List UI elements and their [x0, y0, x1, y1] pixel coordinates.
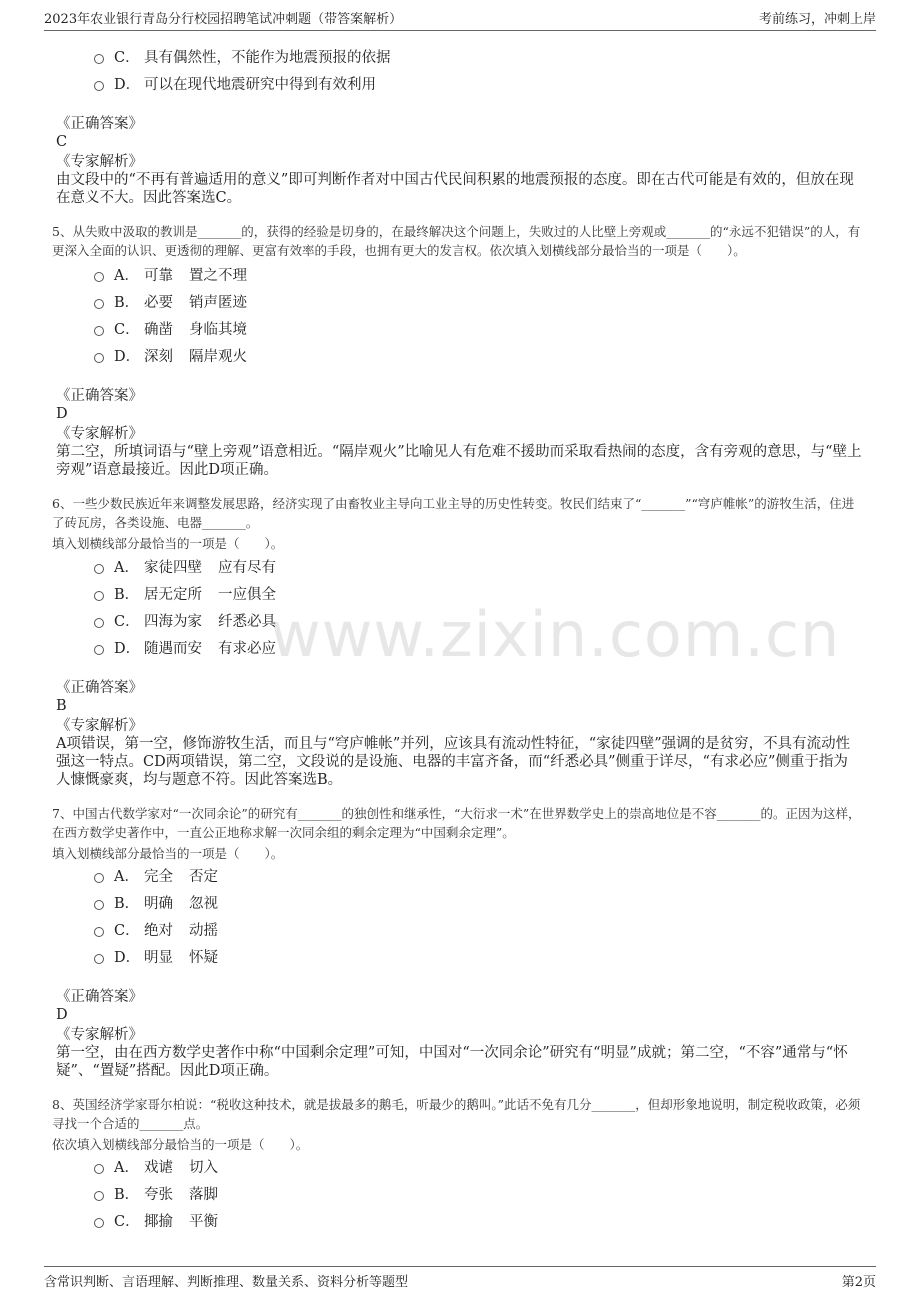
option-word-2: 应有尽有: [218, 560, 276, 576]
option-word-1: 完全: [144, 869, 173, 885]
option-letter: D．: [114, 77, 141, 93]
radio-icon[interactable]: [94, 81, 104, 91]
option-word-1: 戏谑: [144, 1160, 173, 1176]
option-letter: A．: [114, 560, 139, 576]
option-word-1: 明确: [144, 896, 173, 912]
page-footer: [44, 1266, 876, 1290]
option-word-1: 深刻: [144, 349, 173, 365]
option-q7-c[interactable]: [94, 919, 218, 940]
radio-icon[interactable]: [94, 54, 104, 64]
radio-icon[interactable]: [94, 927, 104, 937]
option-q5-d[interactable]: [94, 345, 247, 366]
option-word-1: 四海为家: [144, 614, 202, 630]
option-letter: D．: [114, 349, 141, 365]
option-word-2: 忽视: [189, 896, 218, 912]
option-word-2: 切入: [189, 1160, 218, 1176]
option-word-2: 纤悉必具: [218, 614, 276, 630]
option-word-2: 一应俱全: [218, 587, 276, 603]
radio-icon[interactable]: [94, 618, 104, 628]
radio-icon[interactable]: [94, 645, 104, 655]
radio-icon[interactable]: [94, 591, 104, 601]
option-q6-c[interactable]: [94, 610, 276, 631]
option-text: 具有偶然性，不能作为地震预报的依据: [144, 50, 391, 66]
option-word-1: 随遇而安: [144, 641, 202, 657]
question-instruction: 依次填入划横线部分最恰当的一项是（ ）。: [52, 1137, 309, 1152]
analysis-label: 《专家解析》: [56, 1027, 143, 1043]
option-q5-b[interactable]: [94, 291, 247, 312]
analysis-label: 《专家解析》: [56, 718, 143, 734]
option-q5-c[interactable]: [94, 318, 247, 339]
page-number: 第2页: [841, 1275, 876, 1290]
option-word-2: 销声匿迹: [189, 295, 247, 311]
option-word-1: 居无定所: [144, 587, 202, 603]
option-word-1: 家徒四壁: [144, 560, 202, 576]
option-word-2: 隔岸观火: [189, 349, 247, 365]
option-letter: C．: [114, 614, 140, 630]
analysis-label: 《专家解析》: [56, 426, 143, 442]
option-q5-a[interactable]: [94, 264, 247, 285]
analysis-text: A项错误，第一空，修饰游牧生活，而且与“穹庐帷帐”并列，应该具有流动性特征，“家徒四壁”强调的是贫穷，不具有流动性强这一特点。CD两项错误，第二空，文段说的是设施、电器的丰富齐备，而“纤悉必具”侧重于详尽，“有求必应”侧重于指为人慷慨豪爽，均与题意不符。因此答案选B。: [56, 736, 851, 788]
option-q7-a[interactable]: [94, 865, 218, 886]
option-q8-c[interactable]: [94, 1210, 218, 1231]
option-q6-a[interactable]: [94, 556, 276, 577]
radio-icon[interactable]: [94, 272, 104, 282]
option-text: 可以在现代地震研究中得到有效利用: [144, 77, 376, 93]
radio-icon[interactable]: [94, 353, 104, 363]
option-q6-d[interactable]: [94, 637, 276, 658]
answer-value: D: [56, 1007, 68, 1023]
answer-label: 《正确答案》: [56, 116, 143, 132]
option-letter: A．: [114, 268, 139, 284]
page-header: [44, 8, 876, 31]
option-q8-a[interactable]: [94, 1156, 218, 1177]
option-word-1: 可靠: [144, 268, 173, 284]
footer-topics: 含常识判断、言语理解、判断推理、数量关系、资料分析等题型: [44, 1275, 409, 1290]
option-q8-b[interactable]: [94, 1183, 218, 1204]
option-word-2: 有求必应: [218, 641, 276, 657]
option-word-1: 必要: [144, 295, 173, 311]
analysis-text: 由文段中的“不再有普遍适用的意义”即可判断作者对中国古代民间积累的地震预报的态度。即在古代可能是有效的，但放在现在意义不大。因此答案选C。: [56, 172, 854, 206]
answer-value: C: [56, 134, 68, 150]
option-word-2: 动摇: [189, 923, 218, 939]
option-word-2: 置之不理: [189, 268, 247, 284]
question-stem: 8、英国经济学家哥尔柏说：“税收这种技术，就是拔最多的鹅毛，听最少的鹅叫。”此话不免有几分_______，但却形象地说明，制定税收政策，必须寻找一个合适的_______点。: [52, 1097, 861, 1131]
option-word-1: 揶揄: [144, 1214, 173, 1230]
question-instruction: 填入划横线部分最恰当的一项是（ ）。: [52, 536, 284, 551]
option-letter: B．: [114, 295, 140, 311]
question-stem: 7、中国古代数学家对“一次同余论”的研究有_______的独创性和继承性，“大衍求一术”在世界数学史上的崇高地位是不容_______的。正因为这样，在西方数学史著作中，一直公正地称求解一次同余组的剩余定理为“中国剩余定理”。: [52, 806, 861, 840]
option-letter: C．: [114, 322, 140, 338]
watermark: www.zixin.com.cn: [270, 598, 841, 671]
option-word-1: 夸张: [144, 1187, 173, 1203]
option-q7-b[interactable]: [94, 892, 218, 913]
option-q7-d[interactable]: [94, 946, 218, 967]
option-letter: D．: [114, 950, 141, 966]
option-letter: B．: [114, 896, 140, 912]
option-word-2: 身临其境: [189, 322, 247, 338]
answer-label: 《正确答案》: [56, 989, 143, 1005]
option-q6-b[interactable]: [94, 583, 276, 604]
option-letter: C．: [114, 923, 140, 939]
header-slogan: 考前练习，冲刺上岸: [758, 12, 876, 27]
analysis-label: 《专家解析》: [56, 154, 143, 170]
option-letter: A．: [114, 869, 139, 885]
option-letter: D．: [114, 641, 141, 657]
radio-icon[interactable]: [94, 564, 104, 574]
option-letter: A．: [114, 1160, 139, 1176]
option-word-1: 绝对: [144, 923, 173, 939]
option-letter: B．: [114, 1187, 140, 1203]
radio-icon[interactable]: [94, 1164, 104, 1174]
question-stem: 5、从失败中汲取的教训是_______的，获得的经验是切身的，在最终解决这个问题上，失败过的人比壁上旁观或_______的“永远不犯错误”的人，有更深入全面的认识、更透彻的理解、更富有效率的手段，也拥有更大的发言权。依次填入划横线部分最恰当的一项是（ ）。: [52, 224, 861, 258]
option-letter: B．: [114, 587, 140, 603]
radio-icon[interactable]: [94, 954, 104, 964]
option-letter: C．: [114, 1214, 140, 1230]
radio-icon[interactable]: [94, 1218, 104, 1228]
option-letter: C．: [114, 50, 140, 66]
question-instruction: 填入划横线部分最恰当的一项是（ ）。: [52, 846, 284, 861]
answer-value: D: [56, 406, 68, 422]
option-word-2: 怀疑: [189, 950, 218, 966]
option-q4-d[interactable]: [94, 73, 392, 94]
analysis-text: 第二空，所填词语与“壁上旁观”语意相近。“隔岸观火”比喻见人有危难不援助而采取看热闹的态度，含有旁观的意思，与“壁上旁观”语意最接近。因此D项正确。: [56, 444, 862, 478]
option-word-2: 落脚: [189, 1187, 218, 1203]
answer-label: 《正确答案》: [56, 388, 143, 404]
option-word-2: 否定: [189, 869, 218, 885]
option-word-1: 确凿: [144, 322, 173, 338]
header-title: 2023年农业银行青岛分行校园招聘笔试冲刺题（带答案解析）: [44, 12, 403, 27]
radio-icon[interactable]: [94, 873, 104, 883]
answer-label: 《正确答案》: [56, 680, 143, 696]
radio-icon[interactable]: [94, 299, 104, 309]
option-word-1: 明显: [144, 950, 173, 966]
radio-icon[interactable]: [94, 900, 104, 910]
option-q4-c[interactable]: [94, 46, 407, 67]
answer-value: B: [56, 698, 67, 714]
analysis-text: 第一空，由在西方数学史著作中称“中国剩余定理”可知，中国对“一次同余论”研究有“明显”成就；第二空，“不容”通常与“怀疑”、“置疑”搭配。因此D项正确。: [56, 1045, 848, 1079]
option-word-2: 平衡: [189, 1214, 218, 1230]
radio-icon[interactable]: [94, 1191, 104, 1201]
question-stem: 6、一些少数民族近年来调整发展思路，经济实现了由畜牧业主导向工业主导的历史性转变。牧民们结束了“_______”“穹庐帷帐”的游牧生活，住进了砖瓦房，各类设施、电器_______。: [52, 496, 855, 530]
radio-icon[interactable]: [94, 326, 104, 336]
